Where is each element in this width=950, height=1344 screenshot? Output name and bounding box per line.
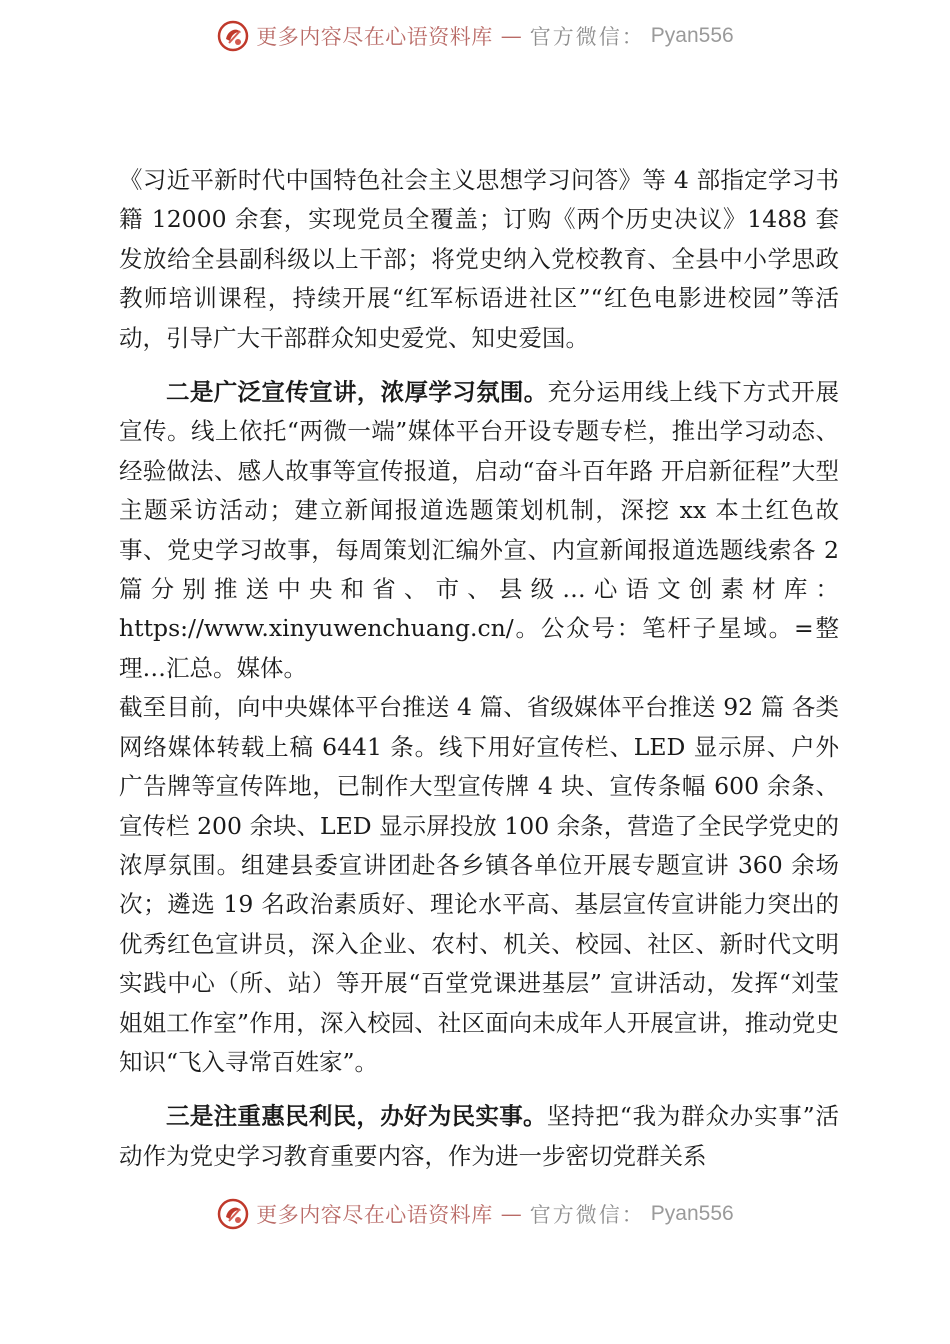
footer-wechat-id: Pyan556 [650,1202,734,1225]
brand-logo-icon [216,1197,250,1231]
paragraph-4-heading: 三是注重惠民利民，办好为民实事。 [166,1102,547,1131]
paragraph-4 [119,1097,839,1176]
footer-slogan: 更多内容尽在心语资料库 [256,1203,493,1227]
header-wechat-id: Pyan556 [650,24,734,47]
footer-wechat-label: 官方微信： [529,1203,645,1227]
brand-logo-icon [216,19,250,53]
paragraph-4-text: 坚持把“我为群众办实事”活动作为党史学习教育重要内容，作为进一步密切党群关系 [119,1102,840,1170]
paragraph-2-text: 充分运用线上线下方式开展宣传。线上依托“两微一端”媒体平台开设专题专栏，推出学习动态、经验做法、感人故事等宣传报道，启动“奋斗百年路 开启新征程”大型主题采访活动；建立新闻报道选题策划机制，深挖 xx 本土红色故事、党史学习故事，每周策划汇编外宣、内宣新闻报道选题线索各 2 篇分别推送中央和省、市、县级…心语文创素材库：https://www.xinyuwenchuang.cn/。公众号：笔杆子星域。=整理…汇总。媒体。 [119,378,840,682]
header-banner [0,16,950,56]
footer-banner [0,1194,950,1234]
paragraph-2 [119,373,839,688]
header-dash: — [500,24,522,48]
paragraph-2-heading: 二是广泛宣传宣讲，浓厚学习氛围。 [166,378,548,407]
header-slogan: 更多内容尽在心语资料库 [256,25,493,49]
document-body [119,161,839,1176]
paragraph-3: 截至目前，向中央媒体平台推送 4 篇、省级媒体平台推送 92 篇 各类网络媒体转载上稿 6441 条。线下用好宣传栏、LED 显示屏、户外广告牌等宣传阵地，已制作大型宣传牌 4 块、宣传条幅 600 余条、宣传栏 200 余块、LED 显示屏投放 100 余条，营造了全民学党史的浓厚氛围。组建县委宣讲团赴各乡镇各单位开展专题宣讲 360 余场次；遴选 19 名政治素质好、理论水平高、基层宣传宣讲能力突出的优秀红色宣讲员，深入企业、农村、机关、校园、社区、新时代文明实践中心（所、站）等开展“百堂党课进基层” 宣讲活动，发挥“刘莹姐姐工作室”作用，深入校园、社区面向未成年人开展宣讲，推动党史知识“飞入寻常百姓家”。 [119,693,839,1076]
header-wechat-label: 官方微信： [529,25,645,49]
paragraph-1: 《习近平新时代中国特色社会主义思想学习问答》等 4 部指定学习书籍 12000 余套，实现党员全覆盖；订购《两个历史决议》1488 套发放给全县副科级以上干部；将党史纳入党校教育、全县中小学思政教师培训课程，持续开展“红军标语进社区”“红色电影进校园”等活动，引导广大干部群众知史爱党、知史爱国。 [119,166,839,352]
footer-dash: — [500,1202,522,1226]
